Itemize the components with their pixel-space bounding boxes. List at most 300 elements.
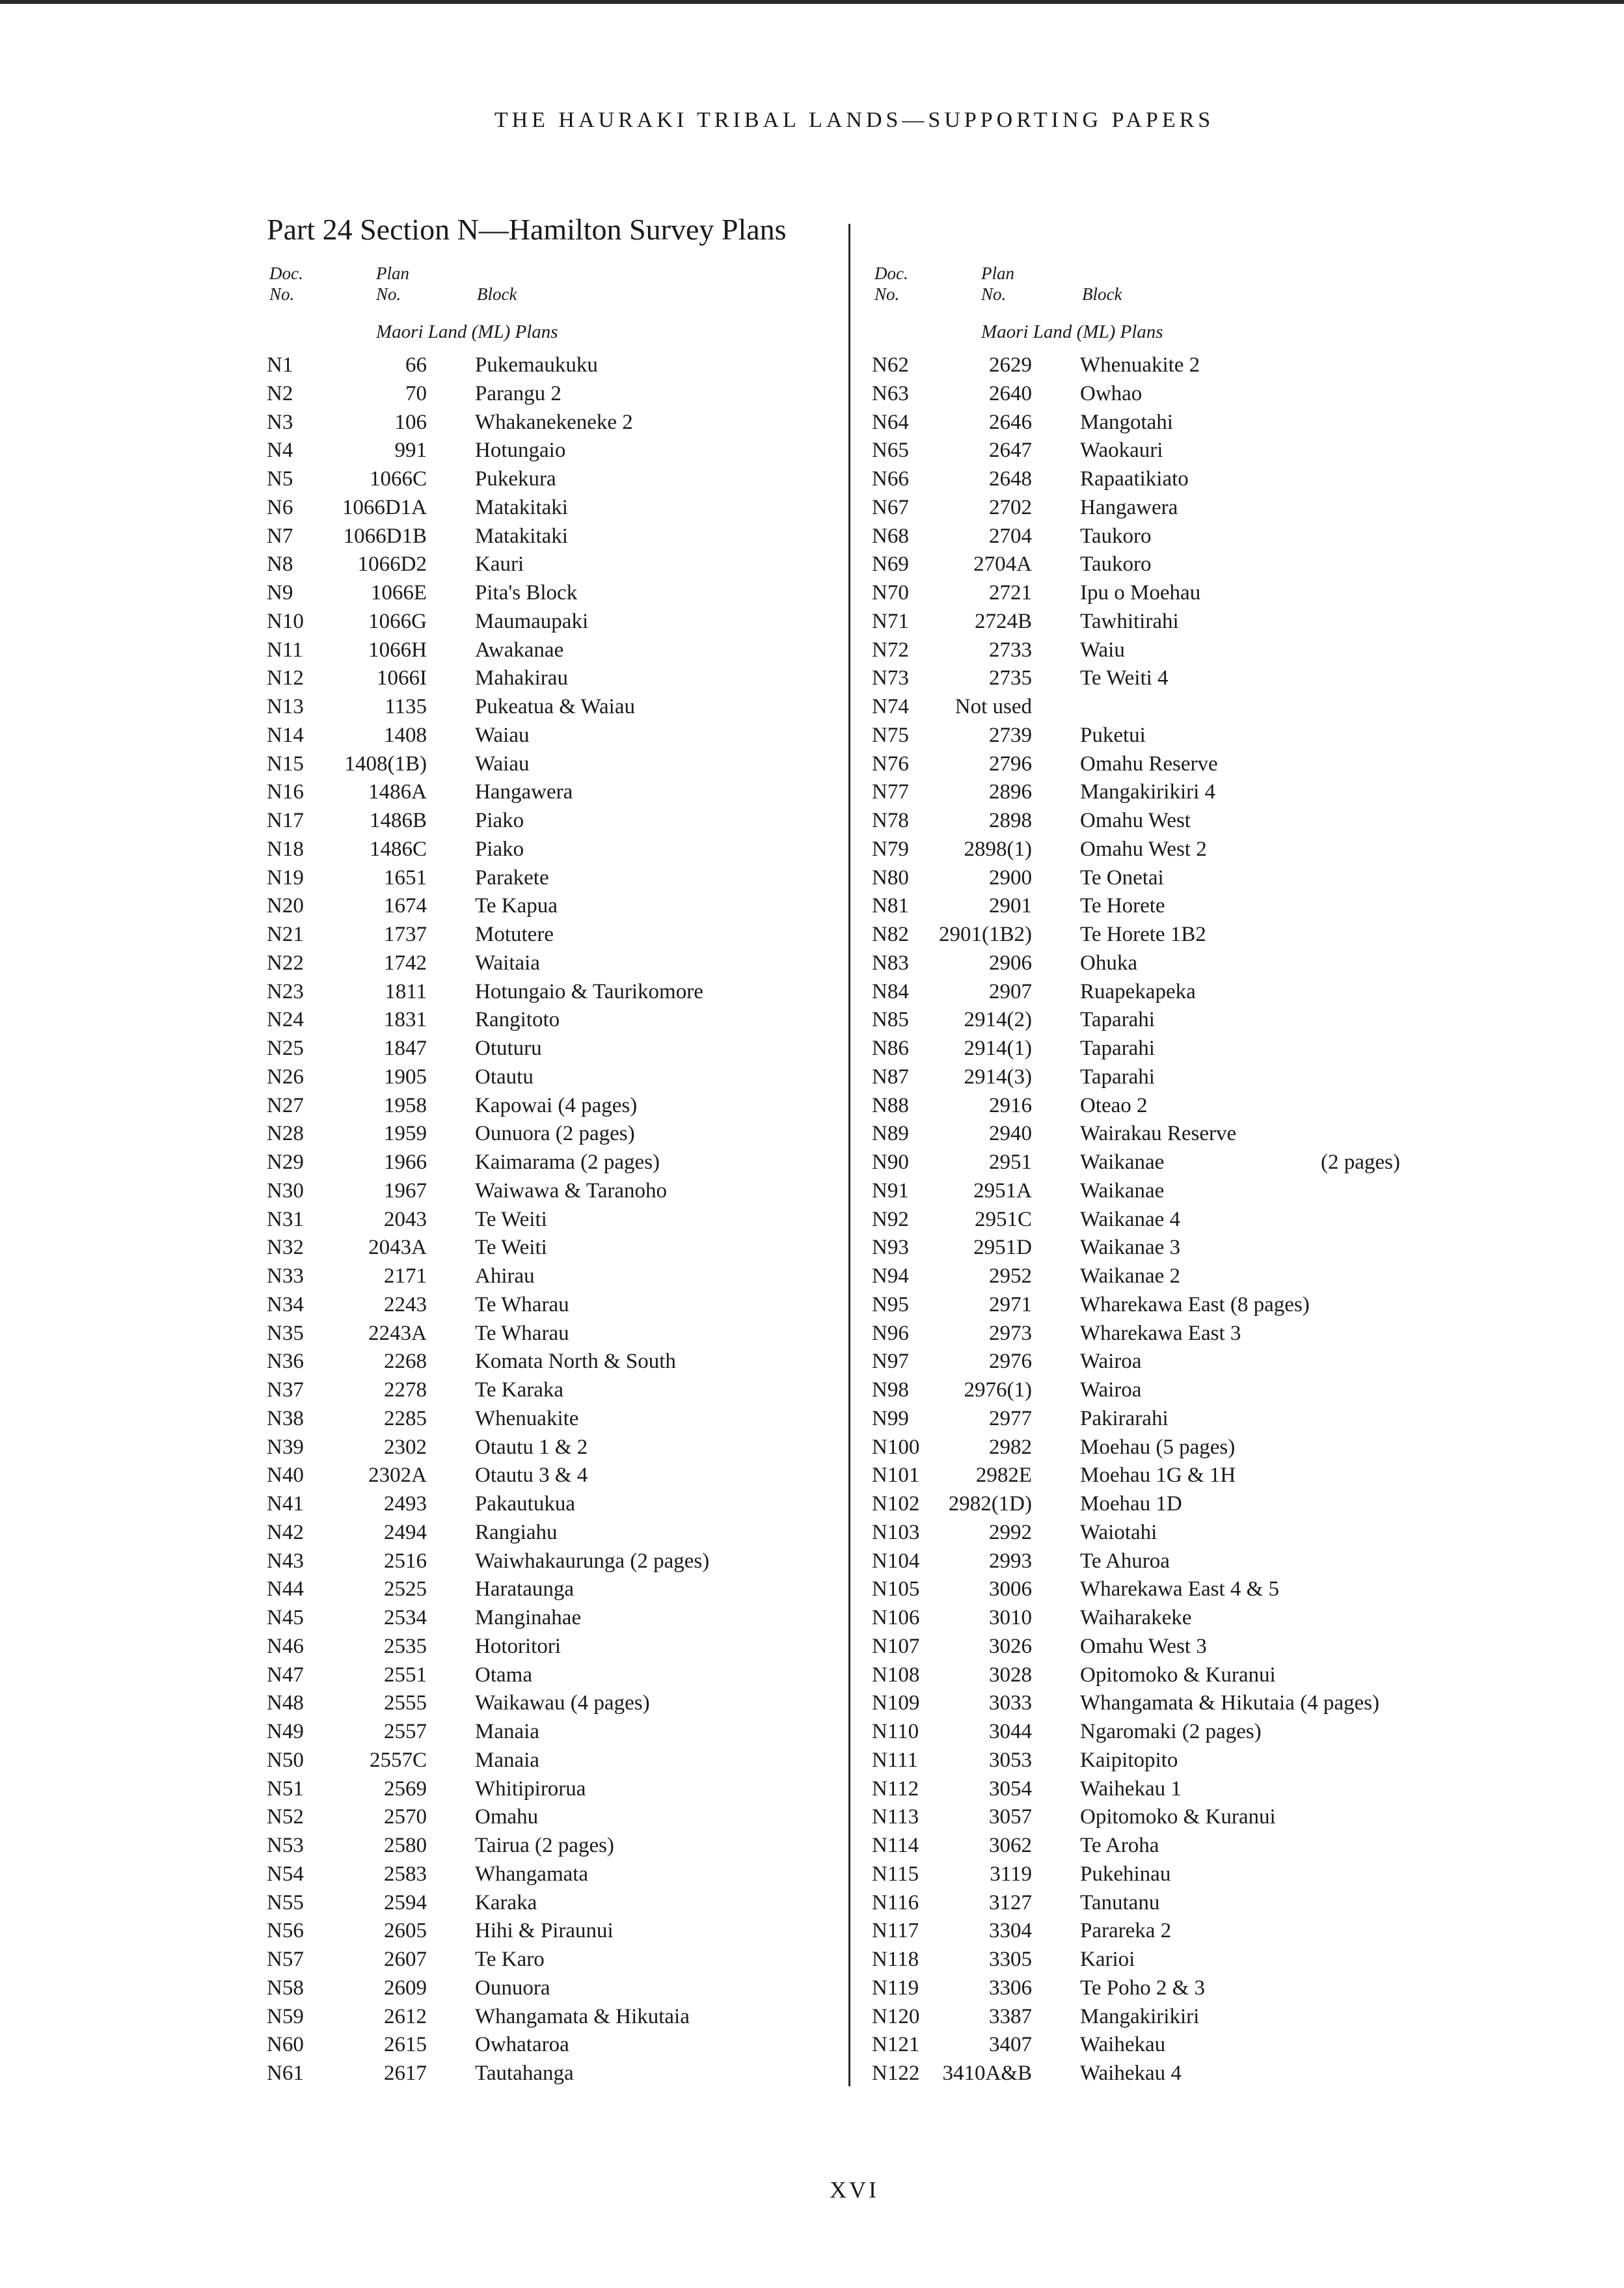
block-name: Mangotahi [1080, 410, 1173, 434]
plan-number: 2640 [989, 381, 1032, 405]
block-name: Kaimarama (2 pages) [475, 1151, 660, 1174]
plan-number: 2901 [989, 894, 1032, 918]
doc-number: N32 [267, 1236, 304, 1260]
doc-header-line1: Doc. [269, 264, 303, 283]
doc-number: N122 [872, 2062, 920, 2085]
subheading-text: Maori Land (ML) Plans [376, 321, 558, 342]
block-name: Pita's Block [475, 581, 578, 605]
plan-number: 2898(1) [964, 837, 1032, 861]
block-name: Wharekawa East 3 [1080, 1321, 1241, 1345]
block-name: Ahirau [475, 1264, 535, 1288]
block-name: Wairoa [1080, 1378, 1142, 1402]
doc-number: N67 [872, 495, 909, 519]
doc-number: N90 [872, 1151, 909, 1174]
plan-number: 2493 [384, 1492, 427, 1516]
doc-number: N15 [267, 752, 304, 776]
plan-number: 2570 [384, 1805, 427, 1829]
plan-number: 2993 [989, 1549, 1032, 1573]
block-name: Oteao 2 [1080, 1093, 1148, 1117]
plan-no-header [981, 263, 1014, 305]
plan-number: 2243 [384, 1292, 427, 1316]
plan-number: 66 [405, 353, 427, 377]
plan-number: 2721 [989, 581, 1032, 605]
plan-number: 2901(1B2) [939, 923, 1032, 946]
plan-number: 2302A [368, 1464, 427, 1488]
block-name: Waokauri [1080, 439, 1163, 463]
doc-number: N43 [267, 1549, 304, 1573]
plan-number: 1486C [369, 837, 427, 861]
doc-number: N42 [267, 1520, 304, 1544]
plan-number: 3410A&B [942, 2062, 1032, 2085]
doc-number: N20 [267, 894, 304, 918]
doc-number: N77 [872, 780, 909, 804]
plan-number: 2551 [384, 1663, 427, 1687]
doc-number: N102 [872, 1492, 920, 1516]
block-name: Moehau 1G & 1H [1080, 1464, 1236, 1488]
block-name: Owhao [1080, 381, 1143, 405]
block-name: Te Wharau [475, 1321, 569, 1345]
plan-number: 2733 [989, 638, 1032, 662]
block-name: Te Karaka [475, 1378, 564, 1402]
doc-number: N76 [872, 752, 909, 776]
plan-number: 2555 [384, 1691, 427, 1715]
doc-number: N37 [267, 1378, 304, 1402]
block-name: Te Karo [475, 1948, 545, 1971]
plan-number: 3028 [989, 1663, 1032, 1687]
plan-number: 2982 [989, 1435, 1032, 1459]
plan-number: 1847 [384, 1037, 427, 1060]
plan-number: 1066C [369, 467, 427, 491]
doc-number: N52 [267, 1805, 304, 1829]
plan-number: 2534 [384, 1606, 427, 1629]
plan-number: 3304 [989, 1919, 1032, 1943]
doc-number: N11 [267, 638, 303, 662]
plan-header-line1: Plan [376, 264, 409, 283]
plan-number: 2617 [384, 2062, 427, 2085]
doc-number: N111 [872, 1748, 918, 1772]
block-name: Te Poho 2 & 3 [1080, 1976, 1206, 2000]
block-name: Parareka 2 [1080, 1919, 1172, 1943]
block-name: Wairoa [1080, 1350, 1142, 1374]
plan-number: 2525 [384, 1577, 427, 1601]
plan-number: 1811 [385, 979, 427, 1003]
doc-number: N13 [267, 695, 304, 718]
block-name: Te Horete 1B2 [1080, 923, 1206, 946]
plan-number: 3010 [989, 1606, 1032, 1629]
plan-number: 2268 [384, 1350, 427, 1374]
block-name: Puketui [1080, 723, 1146, 747]
doc-number: N14 [267, 723, 304, 747]
doc-number: N28 [267, 1122, 304, 1146]
block-name: Whakanekeneke 2 [475, 410, 633, 434]
block-name: Mangakirikiri 4 [1080, 780, 1216, 804]
doc-number: N94 [872, 1264, 909, 1288]
block-name: Otautu 1 & 2 [475, 1435, 588, 1459]
doc-number: N17 [267, 809, 304, 832]
block-name: Te Kapua [475, 894, 558, 918]
plan-number: 2516 [384, 1549, 427, 1573]
plan-number: 2739 [989, 723, 1032, 747]
doc-number: N5 [267, 467, 293, 491]
plan-number: 2951A [973, 1178, 1032, 1203]
doc-number: N2 [267, 381, 293, 405]
plan-number: 2605 [384, 1919, 427, 1943]
plan-number: 1486A [368, 780, 427, 804]
block-name: Mahakirau [475, 666, 568, 690]
plan-number: 2907 [989, 979, 1032, 1003]
block-name: Taparahi [1080, 1065, 1155, 1089]
doc-number: N85 [872, 1008, 909, 1032]
block-name: Otautu 3 & 4 [475, 1464, 588, 1488]
plan-no-header [376, 263, 409, 305]
plan-number: 1066I [377, 666, 427, 690]
block-name: Pukehinau [1080, 1862, 1171, 1886]
block-name: Rapaatikiato [1080, 467, 1189, 491]
block-name: Parakete [475, 865, 549, 890]
doc-number: N99 [872, 1406, 909, 1430]
plan-number: 1066D2 [357, 552, 427, 577]
block-name: Wharekawa East (8 pages) [1080, 1292, 1310, 1316]
plan-number: 2735 [989, 666, 1032, 690]
doc-number: N23 [267, 979, 304, 1003]
page-number: XVI [830, 2177, 879, 2203]
plan-number: Not used [954, 695, 1032, 718]
plan-number: 2494 [384, 1520, 427, 1544]
block-name: Omahu West 3 [1080, 1634, 1207, 1658]
plan-number: 3306 [989, 1976, 1032, 2000]
block-name: Otautu [475, 1065, 534, 1089]
doc-header-line1: Doc. [874, 264, 908, 283]
plan-number: 1066D1A [342, 495, 427, 519]
plan-number: 2612 [384, 2004, 427, 2028]
block-name: Ounuora (2 pages) [475, 1122, 635, 1146]
plan-number: 2976(1) [964, 1378, 1032, 1402]
doc-number: N49 [267, 1720, 304, 1743]
block-name: Omahu [475, 1805, 539, 1829]
doc-number: N83 [872, 951, 909, 975]
plan-number: 3006 [989, 1577, 1032, 1601]
block-name: Whenuakite 2 [1080, 353, 1200, 377]
doc-header-line2: No. [874, 284, 900, 304]
plan-number: 1958 [384, 1093, 427, 1117]
block-name: Piako [475, 837, 524, 861]
plan-number: 2898 [989, 809, 1032, 832]
plan-number: 2906 [989, 951, 1032, 975]
block-name: Karaka [475, 1890, 537, 1914]
doc-number: N91 [872, 1178, 909, 1203]
block-name: Waikanae [1080, 1151, 1165, 1174]
block-name: Wharekawa East 4 & 5 [1080, 1577, 1280, 1601]
block-name: Wairakau Reserve [1080, 1122, 1237, 1146]
block-header: Block [1082, 284, 1122, 304]
doc-number: N29 [267, 1151, 304, 1174]
plan-number: 991 [394, 439, 427, 463]
plan-number: 2896 [989, 780, 1032, 804]
doc-number: N44 [267, 1577, 304, 1601]
plan-number: 1408(1B) [344, 752, 427, 776]
block-name: Omahu Reserve [1080, 752, 1218, 776]
doc-number: N3 [267, 410, 293, 434]
plan-number: 2916 [989, 1093, 1032, 1117]
doc-number: N34 [267, 1292, 304, 1316]
block-name: Waikanae 2 [1080, 1264, 1181, 1288]
plan-number: 2043 [384, 1207, 427, 1231]
block-name: Parangu 2 [475, 381, 562, 405]
block-name: Ipu o Moehau [1080, 581, 1201, 605]
plan-number: 2535 [384, 1634, 427, 1658]
plan-number: 2583 [384, 1862, 427, 1886]
block-name: Omahu West 2 [1080, 837, 1207, 861]
plan-number: 2914(1) [964, 1037, 1032, 1060]
doc-number: N105 [872, 1577, 920, 1601]
block-name: Pukekura [475, 467, 556, 491]
block-name: Pukeatua & Waiau [475, 695, 636, 718]
doc-number: N79 [872, 837, 909, 861]
doc-number: N10 [267, 609, 304, 633]
block-name: Waikanae [1080, 1178, 1165, 1203]
doc-number: N59 [267, 2004, 304, 2028]
block-name: Hotungaio [475, 439, 566, 463]
doc-number: N93 [872, 1236, 909, 1260]
doc-number: N117 [872, 1919, 919, 1943]
block-name: Piako [475, 809, 524, 832]
block-name: Te Weiti [475, 1236, 547, 1260]
doc-number: N70 [872, 581, 909, 605]
plan-number: 2171 [384, 1264, 427, 1288]
block-name: Te Weiti [475, 1207, 547, 1231]
doc-number: N121 [872, 2033, 920, 2057]
doc-number: N64 [872, 410, 909, 434]
block-name: Te Horete [1080, 894, 1165, 918]
doc-number: N21 [267, 923, 304, 946]
doc-number: N82 [872, 923, 909, 946]
doc-number: N95 [872, 1292, 909, 1316]
plan-number: 2243A [368, 1321, 427, 1345]
block-name: Whangamata & Hikutaia (4 pages) [1080, 1691, 1379, 1715]
plan-number: 2607 [384, 1948, 427, 1971]
plan-number: 2951D [973, 1236, 1032, 1260]
doc-number: N108 [872, 1663, 920, 1687]
block-name: Waiotahi [1080, 1520, 1157, 1544]
block-name: Ruapekapeka [1080, 979, 1196, 1003]
plan-number: 2302 [384, 1435, 427, 1459]
plan-number: 3387 [989, 2004, 1032, 2028]
doc-number: N45 [267, 1606, 304, 1629]
plan-number: 2992 [989, 1520, 1032, 1544]
block-name: Waiau [475, 752, 530, 776]
doc-number: N92 [872, 1207, 909, 1231]
doc-number: N118 [872, 1948, 919, 1971]
plan-number: 3119 [990, 1862, 1032, 1886]
doc-number: N100 [872, 1435, 920, 1459]
plan-number: 2580 [384, 1834, 427, 1857]
block-name: Whangamata & Hikutaia [475, 2004, 690, 2028]
doc-number: N63 [872, 381, 909, 405]
doc-number: N112 [872, 1777, 919, 1801]
plan-number: 1135 [385, 695, 427, 718]
doc-number: N66 [872, 467, 909, 491]
plan-number: 3053 [989, 1748, 1032, 1772]
block-name: Pukemaukuku [475, 353, 598, 377]
plan-number: 1066H [368, 638, 427, 662]
doc-number: N107 [872, 1634, 920, 1658]
doc-number: N60 [267, 2033, 304, 2057]
doc-number: N115 [872, 1862, 919, 1886]
doc-header-line2: No. [269, 284, 295, 304]
plan-number: 2796 [989, 752, 1032, 776]
block-name: Harataunga [475, 1577, 575, 1601]
plan-header-line1: Plan [981, 264, 1014, 283]
doc-number: N119 [872, 1976, 919, 2000]
doc-number: N114 [872, 1834, 919, 1857]
plan-header-line2: No. [981, 284, 1007, 304]
block-name: Whenuakite [475, 1406, 579, 1430]
block-name: Hangawera [1080, 495, 1178, 519]
doc-number: N33 [267, 1264, 304, 1288]
doc-number: N106 [872, 1606, 920, 1629]
plan-number: 2952 [989, 1264, 1032, 1288]
plan-number: 2724B [974, 609, 1032, 633]
doc-number: N71 [872, 609, 909, 633]
plan-number: 2629 [989, 353, 1032, 377]
doc-number: N47 [267, 1663, 304, 1687]
plan-number: 2951C [974, 1207, 1032, 1231]
plan-number: 2982E [975, 1464, 1032, 1488]
block-name: Opitomoko & Kuranui [1080, 1663, 1276, 1687]
doc-number: N53 [267, 1834, 304, 1857]
plan-number: 2647 [989, 439, 1032, 463]
block-name: Waihekau 4 [1080, 2062, 1182, 2085]
doc-number: N1 [267, 353, 293, 377]
doc-number: N30 [267, 1178, 304, 1203]
doc-number: N110 [872, 1720, 919, 1743]
doc-number: N88 [872, 1093, 909, 1117]
plan-number: 1674 [384, 894, 427, 918]
plan-number: 2982(1D) [948, 1492, 1032, 1516]
block-name: Taukoro [1080, 552, 1152, 577]
doc-number: N113 [872, 1805, 919, 1829]
block-name: Awakanae [475, 638, 564, 662]
plan-number: 1959 [384, 1122, 427, 1146]
doc-number: N97 [872, 1350, 909, 1374]
block-name: Waiharakeke [1080, 1606, 1192, 1629]
plan-number: 2914(2) [964, 1008, 1032, 1032]
plan-number: 2951 [989, 1151, 1032, 1174]
doc-number: N54 [267, 1862, 304, 1886]
block-name: Whangamata [475, 1862, 589, 1886]
plan-number: 2569 [384, 1777, 427, 1801]
block-name: Tawhitirahi [1080, 609, 1179, 633]
plan-number: 2615 [384, 2033, 427, 2057]
doc-number: N41 [267, 1492, 304, 1516]
block-name: Manginahae [475, 1606, 582, 1629]
doc-number: N104 [872, 1549, 920, 1573]
block-name: Te Onetai [1080, 865, 1164, 890]
block-name: Matakitaki [475, 495, 568, 519]
doc-number: N9 [267, 581, 293, 605]
doc-number: N103 [872, 1520, 920, 1544]
block-name: Hotungaio & Taurikomore [475, 979, 703, 1003]
plan-number: 1066G [368, 609, 427, 633]
doc-number: N68 [872, 524, 909, 548]
block-name: Manaia [475, 1720, 539, 1743]
plan-number: 106 [394, 410, 427, 434]
block-name: Owhataroa [475, 2033, 569, 2057]
doc-number: N120 [872, 2004, 920, 2028]
block-name: Waiau [475, 723, 530, 747]
doc-number: N65 [872, 439, 909, 463]
plan-number: 2648 [989, 467, 1032, 491]
doc-number: N62 [872, 353, 909, 377]
doc-number: N89 [872, 1122, 909, 1146]
block-name: Manaia [475, 1748, 539, 1772]
doc-number: N4 [267, 439, 293, 463]
plan-number: 2557 [384, 1720, 427, 1743]
doc-number: N116 [872, 1890, 919, 1914]
doc-number: N57 [267, 1948, 304, 1971]
doc-number: N84 [872, 979, 909, 1003]
page-top-rule [0, 0, 1624, 4]
doc-number: N96 [872, 1321, 909, 1345]
block-name: Rangiahu [475, 1520, 558, 1544]
block-name: Taukoro [1080, 524, 1152, 548]
block-name: Taparahi [1080, 1008, 1155, 1032]
doc-number: N72 [872, 638, 909, 662]
plan-number: 2704 [989, 524, 1032, 548]
block-name: Omahu West [1080, 809, 1191, 832]
doc-number: N16 [267, 780, 304, 804]
plan-number: 1737 [384, 923, 427, 946]
plan-number: 1742 [384, 951, 427, 975]
block-name: Waiwhakaurunga (2 pages) [475, 1549, 710, 1573]
plan-number: 3407 [989, 2033, 1032, 2057]
block-name: Waihekau 1 [1080, 1777, 1182, 1801]
plan-number: 2702 [989, 495, 1032, 519]
plan-number: 1831 [384, 1008, 427, 1032]
block-name: Tairua (2 pages) [475, 1834, 614, 1857]
plan-number: 2977 [989, 1406, 1032, 1430]
doc-number: N58 [267, 1976, 304, 2000]
doc-number: N98 [872, 1378, 909, 1402]
doc-number: N46 [267, 1634, 304, 1658]
block-name: Moehau 1D [1080, 1492, 1182, 1516]
block-name: Waikanae 4 [1080, 1207, 1181, 1231]
block-name: Hotoritori [475, 1634, 561, 1658]
block-name: Waiu [1080, 638, 1125, 662]
block-name: Tautahanga [475, 2062, 574, 2085]
block-name: Te Wharau [475, 1292, 569, 1316]
doc-no-header [269, 263, 303, 305]
doc-number: N19 [267, 865, 304, 890]
doc-number: N27 [267, 1093, 304, 1117]
plan-number: 1967 [384, 1178, 427, 1203]
plan-number: 1066E [370, 581, 427, 605]
plan-number: 2557C [369, 1748, 427, 1772]
plan-number: 2973 [989, 1321, 1032, 1345]
block-name: Opitomoko & Kuranui [1080, 1805, 1276, 1829]
block-name: Waikawau (4 pages) [475, 1691, 650, 1715]
doc-number: N101 [872, 1464, 920, 1488]
doc-number: N51 [267, 1777, 304, 1801]
plan-number: 1905 [384, 1065, 427, 1089]
doc-number: N38 [267, 1406, 304, 1430]
plan-number: 3127 [989, 1890, 1032, 1914]
doc-number: N24 [267, 1008, 304, 1032]
plan-number: 2704A [973, 552, 1032, 577]
plan-number: 2971 [989, 1292, 1032, 1316]
doc-number: N39 [267, 1435, 304, 1459]
doc-number: N36 [267, 1350, 304, 1374]
